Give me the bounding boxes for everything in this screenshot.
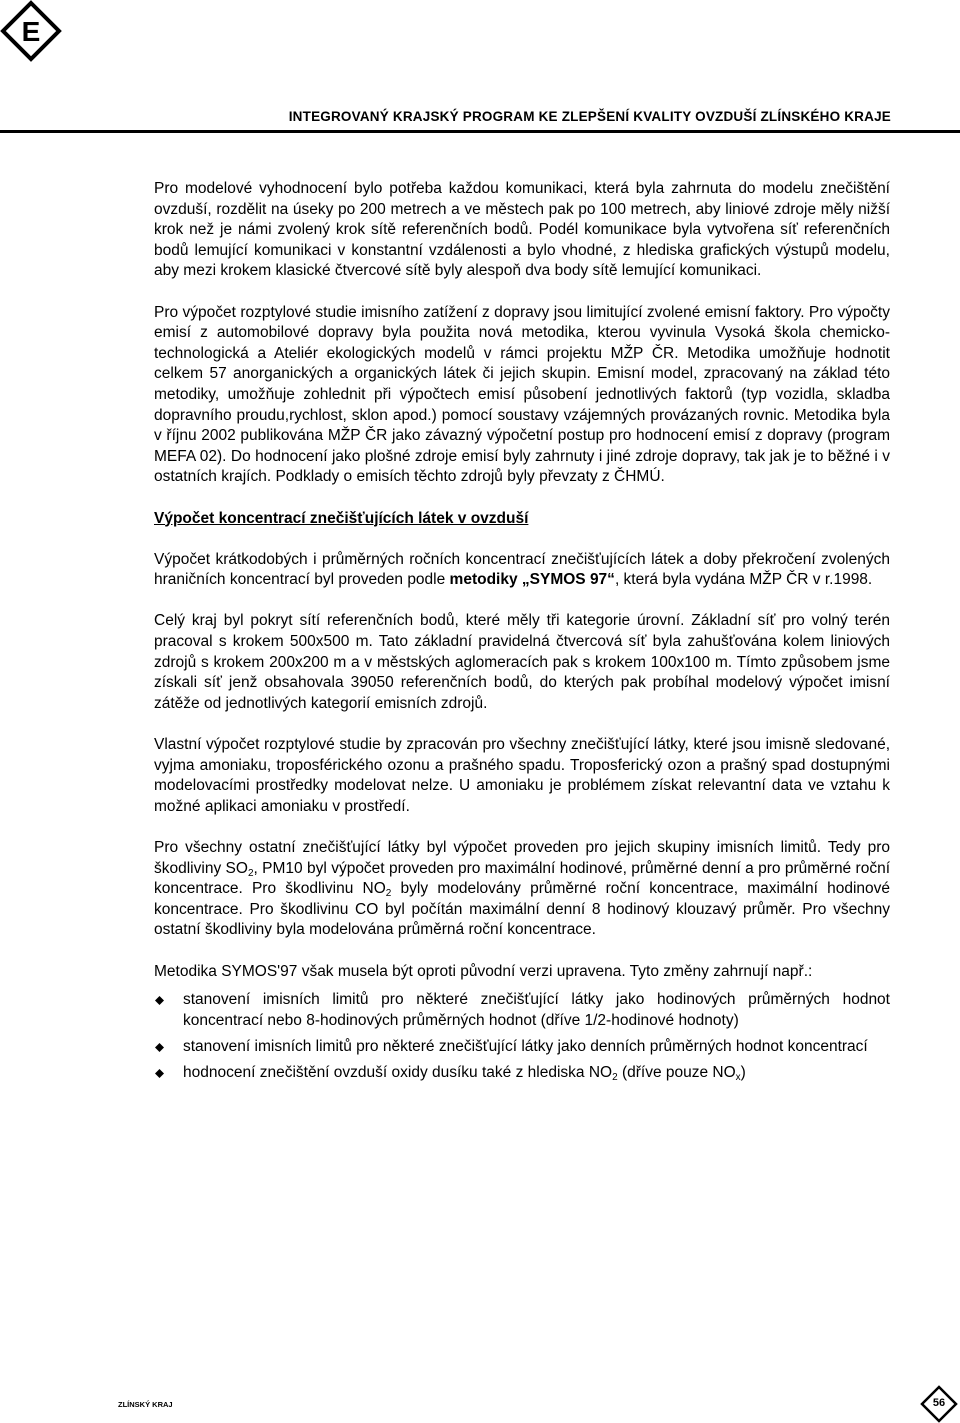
diamond-bullet-icon (155, 1043, 164, 1052)
page-number: 56 (932, 1397, 946, 1409)
text-run: Výpočet krátkodobých i průměrných ročních koncentrací znečišťujících látek a doby překročení zvolených hraničních koncentrací byl proveden podle (154, 550, 890, 589)
subscript: 2 (612, 1071, 618, 1083)
list-item-text: stanovení imisních limitů pro některé znečišťující látky jako hodinových průměrných hodnot koncentrací nebo 8-hodinových průměrných hodnot (dříve 1/2-hodinové hodnoty) (183, 991, 890, 1029)
paragraph-limit-groups (154, 838, 890, 941)
list-item (154, 990, 890, 1031)
section-heading: Výpočet koncentrací znečišťujících látek v ovzduší (154, 509, 529, 527)
diamond-bullet-icon (155, 996, 164, 1005)
paragraph-pollutants-scope: Vlastní výpočet rozptylové studie by zpracován pro všechny znečišťující látky, které jsou imisně sledované, vyjma amoniaku, troposférického ozonu a prašného spadu. Troposferický ozon a prašný spad dostupnými modelovacími prostředky modelovat nelze. U amoniaku je problémem získat relevantní data ve vztahu k možné aplikaci amoniaku v prostředí. (154, 736, 890, 815)
list-item-text: stanovení imisních limitů pro některé znečišťující látky jako denních průměrných hodnot koncentrací (183, 1037, 868, 1055)
text-run: hodnocení znečištění ovzduší oxidy dusíku také z hlediska NO (183, 1063, 613, 1081)
paragraph-symos-method (154, 550, 890, 591)
text-run: Pro všechny ostatní znečišťující látky byl výpočet proveden pro jejich skupiny imisních limitů. Tedy pro škodliviny SO (154, 839, 890, 877)
subscript: 2 (247, 867, 254, 879)
modifications-list (154, 990, 890, 1083)
subscript: x (735, 1071, 741, 1083)
subscript: 2 (385, 888, 392, 900)
bold-method-name: metodiky „SYMOS 97“ (449, 571, 615, 589)
text-run: , PM10 byl výpočet proveden pro maximální hodinové, průměrné denní a pro průměrné roční koncentrace. Pro škodlivinu NO (154, 859, 890, 898)
paragraph-emission-factors: Pro výpočet rozptylové studie imisního zatížení z dopravy jsou limitující zvolené emisní faktory. Pro výpočty emisí z automobilové dopravy byla použita nová metodika, kterou vyvinula Vysoká škola chemicko-technologická a Ateliér ekologických modelů v rámci projektu MŽP ČR. Metodika umožňuje hodnotit celkem 57 anorganických a organických látek či jejich skupin. Emisní model, zpracovaný na základ této metodiky, umožňuje zohlednit při výpočtech emisí působení jednotlivých faktorů (typ vozidla, skladba dopravního proudu,rychlost, sklon apod.) pomocí soustavy vzájemných provázaných rovnic. Metodika byla v říjnu 2002 publikována MŽP ČR jako závazný výpočetní postup pro hodnocení emisí z dopravy (program MEFA 02). Do hodnocení jako plošné zdroje emisí byly zahrnuty i jiné zdroje dopravy, tak jak je to běžné i v ostatních krajích. Podklady o emisích těchto zdrojů byly převzaty z ČHMÚ. (154, 303, 890, 486)
logo-e-icon (0, 0, 62, 62)
header-title: INTEGROVANÝ KRAJSKÝ PROGRAM KE ZLEPŠENÍ KVALITY OVZDUŠÍ ZLÍNSKÉHO KRAJE (288, 109, 891, 124)
list-item-text (183, 1064, 746, 1081)
paragraph-road-segments: Pro modelové vyhodnocení bylo potřeba každou komunikaci, která byla zahrnuta do modelu znečištění ovzduší, rozdělit na úseky po 200 metrech a ve městech pak po 100 metrech, aby liniové zdroje měly nižší krok než je námi zvolený krok sítě referenčních bodů. Podél komunikace byla vytvořena síť referenčních bodů lemující komunikaci v konstantní vzdálenosti a bylo vhodné, z hlediska grafických výstupů modelu, aby mezi krokem klasické čtvercové sítě byly alespoň dva body sítě lemující komunikaci. (154, 180, 890, 280)
list-item (154, 1037, 890, 1058)
text-run: byly modelovány průměrné roční koncentrace, maximální hodinové koncentrace. Pro škodlivinu CO byl počítán maximální denní 8 hodinový klouzavý průměr. Pro všechny ostatní škodliviny byla modelována průměrná roční koncentrace. (154, 880, 890, 939)
text-run: , která byla vydána MŽP ČR v r.1998. (614, 571, 873, 589)
diamond-bullet-icon (155, 1069, 164, 1078)
header-divider (0, 130, 960, 133)
document-body (154, 179, 890, 1089)
footer-region-label: ZLÍNSKÝ KRAJ (118, 1400, 173, 1409)
text-run: (dříve pouze NO (617, 1063, 736, 1081)
logo-letter: E (21, 16, 41, 47)
text-run: ) (740, 1063, 746, 1081)
paragraph-modifications-intro: Metodika SYMOS'97 však musela být oproti původní verzi upravena. Tyto změny zahrnují např.: (154, 962, 813, 980)
list-item (154, 1063, 890, 1084)
paragraph-reference-grid: Celý kraj byl pokryt sítí referenčních bodů, které měly tři kategorie úrovní. Základní síť pro volný terén pracoval s krokem 500x500 m. Tato základní pravidelná čtvercová síť byla zahušťována kolem liniových zdrojů s krokem 200x200 m a v městských aglomeracích pak s krokem 100x100 m. Tímto způsobem jsme získali síť jenž obsahovala 39050 referenčních bodů, do kterých pak probíhal modelový výpočet imisní zátěže od jednotlivých kategorií emisních zdrojů. (154, 612, 890, 712)
